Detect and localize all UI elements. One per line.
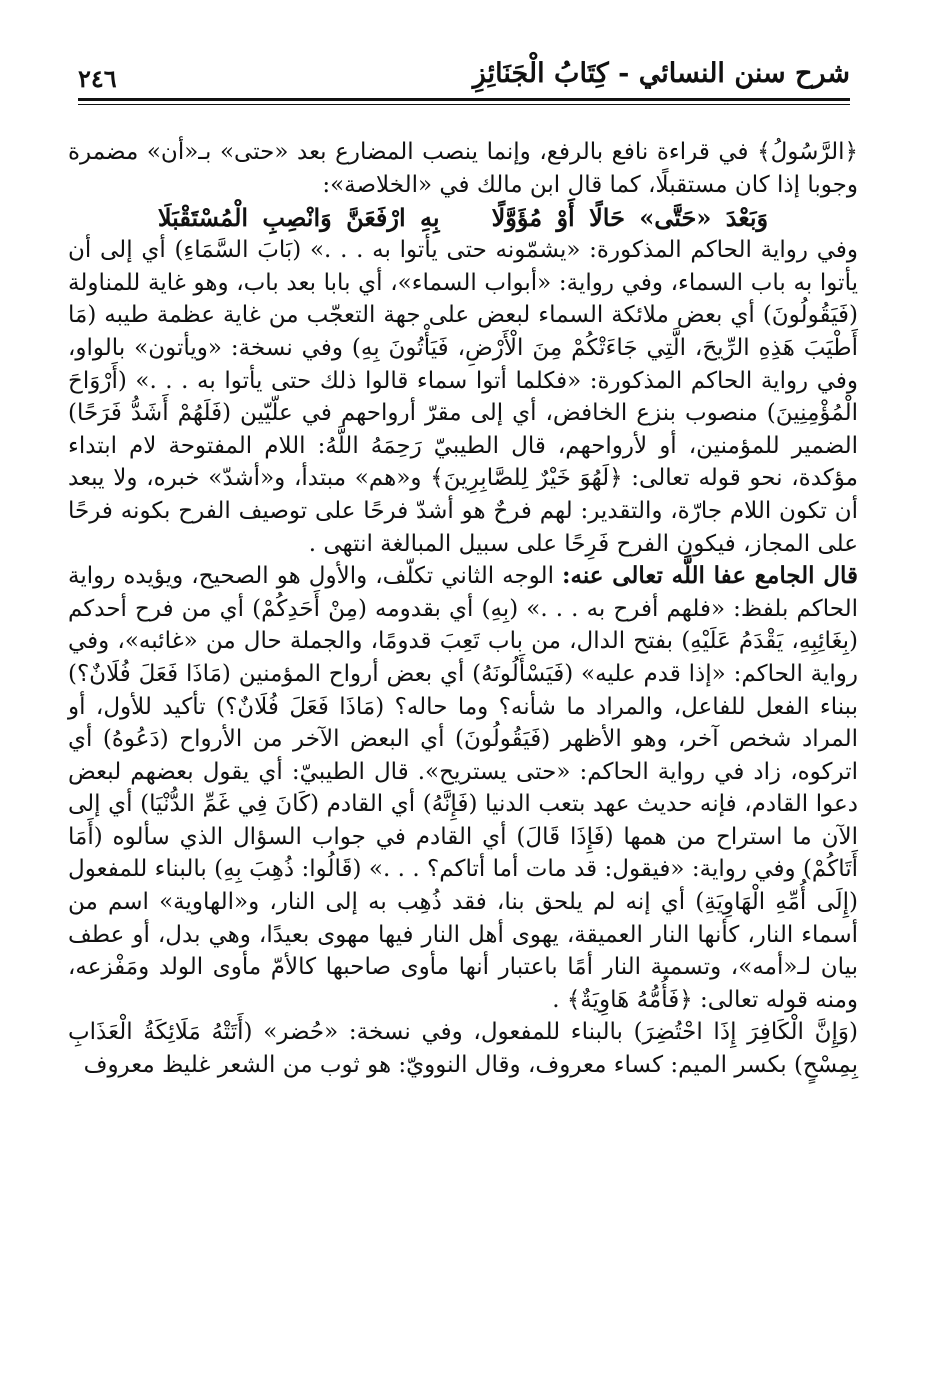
compiler-note-lead: قال الجامع عفا اللَّه تعالى عنه: xyxy=(562,562,859,590)
paragraph-hakim-narration: وفي رواية الحاكم المذكورة: «يشمّونه حتى يأتوا به . . .» (بَابَ السَّمَاءِ) أي إلى أن يأتوا به باب السماء، وفي رواية: «أبواب السماء»، أي بابا بعد باب، وهو غاية للمناولة (فَيَقُولُونَ) أي بعض ملائكة السماء لبعض على جهة التعجّب من غاية عظمة طيبه (مَا أَطْيَبَ هَذِهِ الرِّيحَ، الَّتِي جَاءَتْكُمْ مِنَ الْأَرْضِ، فَيَأْتُونَ بِهِ) وفي نسخة: «ويأتون» بالواو، وفي رواية الحاكم المذكورة: «فكلما أتوا سماء قالوا ذلك حتى يأتوا به . . .» (أَرْوَاحَ الْمُؤْمِنِينَ) منصوب بنزع الخافض، أي إلى مقرّ أرواحهم في علّيّين (فَلَهُمْ أَشَدُّ فَرَحًا) الضمير للمؤمنين، أو لأرواحهم، قال الطيبيّ رَحِمَهُ اللَّهُ: اللام المفتوحة لام ابتداء مؤكدة، نحو قوله تعالى: ﴿لَهُوَ خَيْرٌ لِلصَّابِرِينَ﴾ و«هم» مبتدأ، و«أشدّ» خبره، ولا يبعد أن تكون اللام جارّة، والتقدير: لهم فرحٌ هو أشدّ فرحًا على توصيف الفرح بكونه فرحًا على المجاز، فيكون الفرح فَرِحًا على سبيل المبالغة انتهى . xyxy=(68,237,858,557)
verse-second-hemistich: بِهِ ارْفَعَنَّ وَانْصِبِ الْمُسْتَقْبَلَا xyxy=(157,203,440,233)
page-body xyxy=(68,136,858,1082)
page-number: ٢٤٦ xyxy=(78,64,117,93)
compiler-note-text: الوجه الثاني تكلّف، والأول هو الصحيح، ويؤيده رواية الحاكم بلفظ: «فلهم أفرح به . . .» (بِهِ) أي بقدومه (مِنْ أَحَدِكُمْ) أي من فرح أحدكم (بِغَائِبِهِ، يَقْدَمُ عَلَيْهِ) بفتح الدال، من باب تَعِبَ قدومًا، والجملة حال من «غائبه»، وفي رواية الحاكم: «إذا قدم عليه» (فَيَسْأَلُونَهُ) أي بعض أرواح المؤمنين (مَاذَا فَعَلَ فُلَانٌ؟) ببناء الفعل للفاعل، والمراد ما شأنه؟ وما حاله؟ (مَاذَا فَعَلَ فُلَانٌ؟) تأكيد للأول، أو المراد شخص آخر، وهو الأظهر (فَيَقُولُونَ) أي البعض الآخر من الأرواح (دَعُوهُ) أي اتركوه، زاد في رواية الحاكم: «حتى يستريح». قال الطيبيّ: أي يقول بعضهم لبعض دعوا القادم، فإنه حديث عهد بتعب الدنيا (فَإِنَّهُ) أي القادم (كَانَ فِي غَمِّ الدُّنْيَا) أي إلى الآن ما استراح من همها (فَإِذَا قَالَ) أي القادم في جواب السؤال الذي سألوه (أَمَا أَتَاكُمْ) وفي رواية: «فيقول: قد مات أما أتاكم؟ . . .» (قَالُوا: ذُهِبَ بِهِ) بالبناء للمفعول (إِلَى أُمِّهِ الْهَاوِيَةِ) أي إنه لم يلحق بنا، فقد ذُهِب به إلى النار، و«الهاوية» اسم من أسماء النار، كأنها النار العميقة، يهوى أهل النار فيها مهوى بعيدًا، وهي بدل، أو عطف بيان لـ«أمه»، وتسمية النار أمًا باعتبار أنها مأوى صاحبها كالأمّ مأوى الولد ومَفْزعه، ومنه قوله تعالى: ﴿فَأُمُّهُ هَاوِيَةٌ﴾ . xyxy=(68,563,858,1013)
poetry-verse xyxy=(68,201,858,234)
header-rule-thin xyxy=(78,104,850,105)
verse-first-hemistich: وَبَعْدَ «حَتَّى» حَالًا أَوْ مُؤَوَّلًا xyxy=(491,203,769,233)
paragraph-compiler-note xyxy=(68,560,858,1016)
page-header xyxy=(78,58,850,108)
header-rule xyxy=(78,98,850,101)
paragraph-intro: ﴿الرَّسُولُ﴾ في قراءة نافع بالرفع، وإنما ينصب المضارع بعد «حتى» بـ«أن» مضمرة وجوبا إذا كان مستقبلًا، كما قال ابن مالك في «الخلاصة»: xyxy=(68,139,858,198)
running-title: شرح سنن النسائي - كِتَابُ الْجَنَائِزِ xyxy=(472,58,850,89)
paragraph-disbeliever: (وَإِنَّ الْكَافِرَ إِذَا احْتُضِرَ) بالبناء للمفعول، وفي نسخة: «حُضر» (أَتَتْهُ مَلَائِكَةُ الْعَذَابِ بِمِسْحٍ) بكسر الميم: كساء معروف، وقال النوويّ: هو ثوب من الشعر غليظ معروف xyxy=(68,1019,858,1079)
